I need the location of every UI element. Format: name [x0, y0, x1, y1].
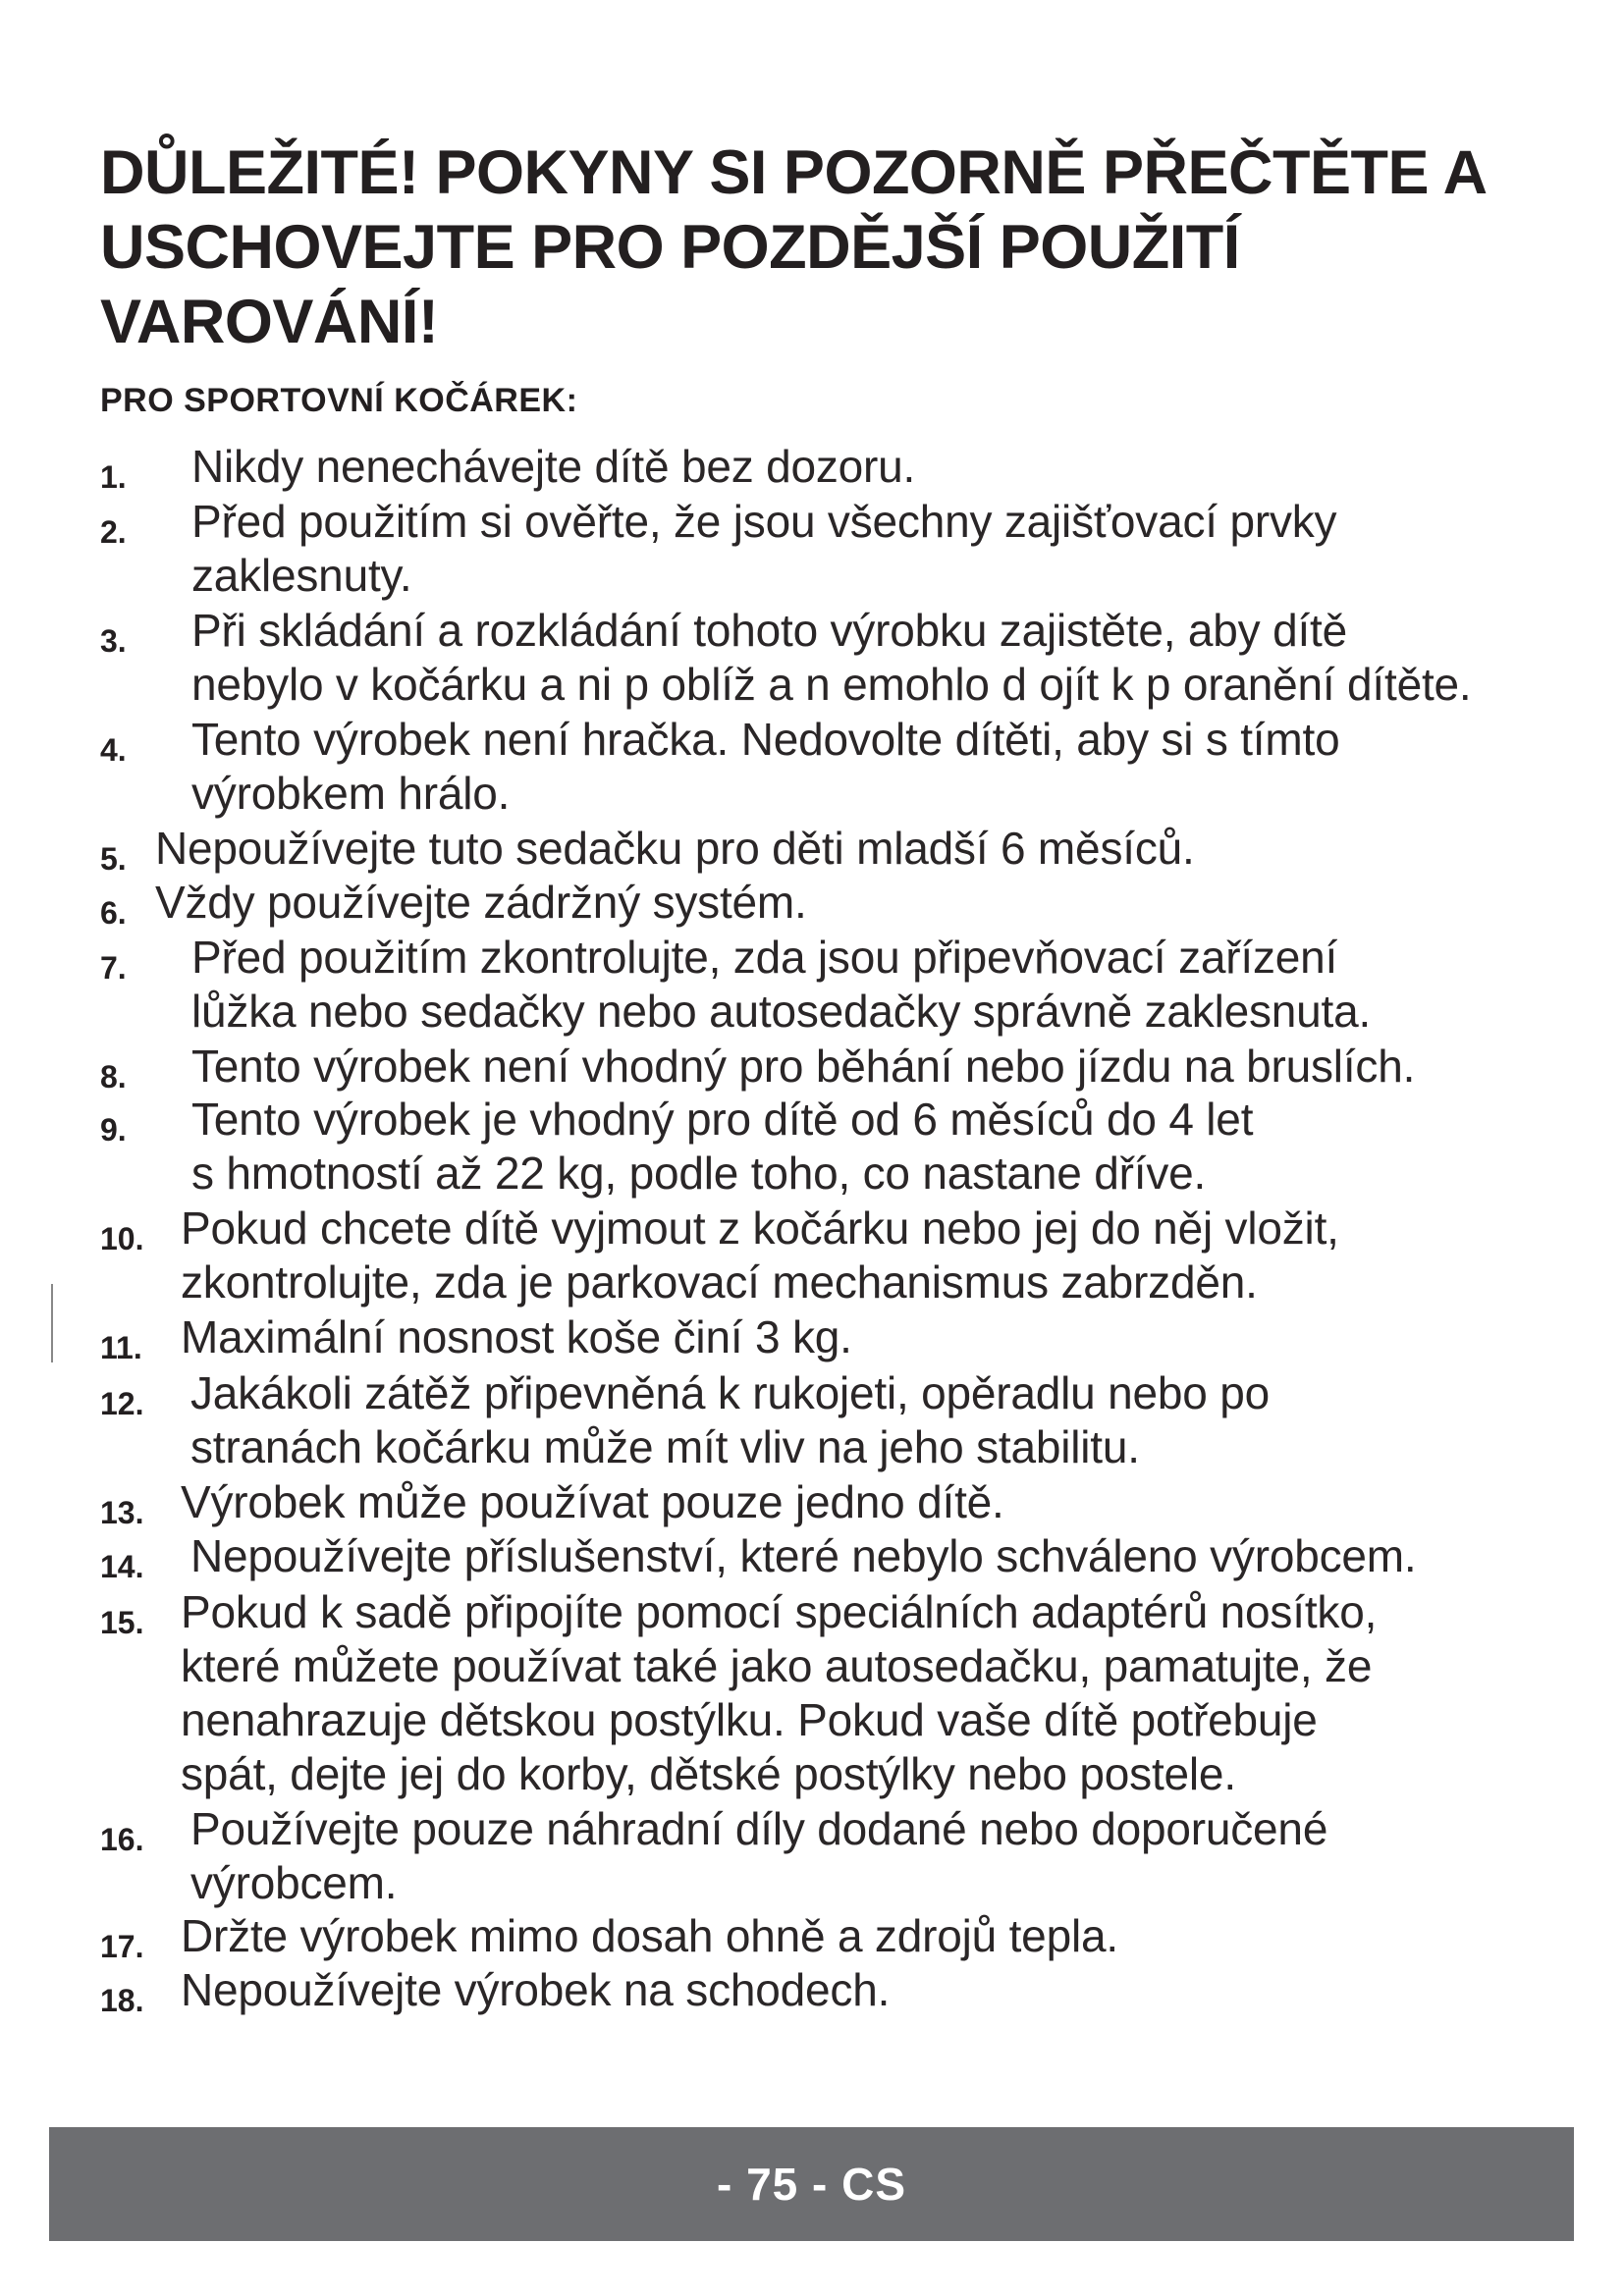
item-text	[190, 1366, 1270, 1474]
item-number: 8.	[100, 1059, 127, 1095]
item-text-line: Jakákoli zátěž připevněná k rukojeti, opěradlu nebo po	[190, 1367, 1271, 1418]
item-text-line: nenahrazuje dětskou postýlku. Pokud vaše dítě potřebuje	[181, 1694, 1318, 1745]
item-number: 3.	[100, 623, 127, 659]
item-number: 1.	[100, 459, 127, 495]
item-number: 13.	[100, 1495, 144, 1530]
item-text-line: zaklesnuty.	[191, 550, 412, 601]
item-text-line: Nepoužívejte příslušenství, které nebylo schváleno výrobcem.	[190, 1530, 1417, 1581]
item-text	[191, 495, 1336, 603]
item-number: 16.	[100, 1822, 144, 1857]
item-text-line: Držte výrobek mimo dosah ohně a zdrojů tepla.	[181, 1910, 1118, 1961]
item-text-line: Tento výrobek je vhodný pro dítě od 6 měsíců do 4 let	[191, 1094, 1254, 1145]
item-number: 5.	[100, 841, 127, 877]
item-text	[191, 931, 1371, 1039]
item-text	[181, 1963, 890, 2017]
title-line: VAROVÁNÍ!	[100, 288, 439, 356]
item-text	[181, 1585, 1377, 1801]
item-number: 2.	[100, 514, 127, 550]
item-text	[155, 822, 1195, 876]
item-text	[191, 440, 915, 494]
item-text	[191, 1040, 1415, 1094]
item-text-line: nebylo v kočárku a ni p oblíž a n emohlo d ojít k p oranění dítěte.	[191, 659, 1472, 710]
item-text	[191, 713, 1339, 821]
item-text	[181, 1909, 1118, 1963]
item-text-line: Před použitím si ověřte, že jsou všechny zajišťovací prvky	[191, 496, 1337, 547]
item-text	[181, 1310, 852, 1364]
item-number: 14.	[100, 1549, 144, 1584]
item-text-line: Výrobek může používat pouze jedno dítě.	[181, 1476, 1004, 1527]
item-text-line: Nepoužívejte tuto sedačku pro děti mladší 6 měsíců.	[155, 823, 1195, 874]
item-text-line: výrobkem hrálo.	[191, 768, 511, 819]
item-text-line: Tento výrobek není hračka. Nedovolte dítěti, aby si s tímto	[191, 714, 1340, 765]
item-text-line: zkontrolujte, zda je parkovací mechanismus zabrzděn.	[181, 1256, 1258, 1308]
item-text	[181, 1475, 1004, 1529]
item-text	[191, 1093, 1253, 1201]
item-number: 10.	[100, 1221, 144, 1256]
item-number: 12.	[100, 1386, 144, 1421]
item-text-line: Před použitím zkontrolujte, zda jsou připevňovací zařízení	[191, 932, 1338, 983]
item-number: 17.	[100, 1929, 144, 1964]
item-text-line: Nepoužívejte výrobek na schodech.	[181, 1964, 891, 2015]
item-text-line: Pokud chcete dítě vyjmout z kočárku nebo jej do něj vložit,	[181, 1202, 1339, 1254]
item-number: 4.	[100, 732, 127, 768]
section-heading: PRO SPORTOVNÍ KOČÁREK:	[100, 382, 578, 419]
item-text	[155, 876, 807, 930]
page-number: - 75 - CS	[716, 2159, 907, 2210]
footer-bar	[49, 2127, 1574, 2241]
item-text-line: Nikdy nenechávejte dítě bez dozoru.	[191, 441, 916, 492]
item-text-line: Maximální nosnost koše činí 3 kg.	[181, 1311, 852, 1362]
item-number: 11.	[100, 1330, 142, 1365]
item-text-line: Používejte pouze náhradní díly dodané nebo doporučené	[190, 1803, 1328, 1854]
item-number: 7.	[100, 950, 127, 986]
item-text-line: Při skládání a rozkládání tohoto výrobku zajistěte, aby dítě	[191, 605, 1347, 656]
item-number: 6.	[100, 895, 127, 931]
item-text	[181, 1201, 1339, 1309]
item-text	[190, 1802, 1327, 1910]
item-text-line: které můžete používat také jako autosedačku, pamatujte, že	[181, 1640, 1373, 1691]
item-text-line: Tento výrobek není vhodný pro běhání nebo jízdu na bruslích.	[191, 1041, 1416, 1092]
item-text-line: výrobcem.	[190, 1857, 398, 1908]
item-text	[190, 1529, 1417, 1583]
title-line: DŮLEŽITÉ! POKYNY SI POZORNĚ PŘEČTĚTE A	[100, 138, 1488, 207]
item-text-line: Vždy používejte zádržný systém.	[155, 877, 807, 928]
item-text	[191, 604, 1472, 712]
item-number: 18.	[100, 1983, 144, 2018]
item-text-line: s hmotností až 22 kg, podle toho, co nastane dříve.	[191, 1148, 1207, 1199]
item-text-line: Pokud k sadě připojíte pomocí speciálních adaptérů nosítko,	[181, 1586, 1378, 1637]
item-number: 9.	[100, 1112, 127, 1148]
item-text-line: spát, dejte jej do korby, dětské postýlky nebo postele.	[181, 1748, 1236, 1799]
item-text-line: stranách kočárku může mít vliv na jeho stabilitu.	[190, 1421, 1140, 1472]
title-line: USCHOVEJTE PRO POZDĚJŠÍ POUŽITÍ	[100, 213, 1240, 282]
item-number: 15.	[100, 1605, 144, 1640]
item-text-line: lůžka nebo sedačky nebo autosedačky správně zaklesnuta.	[191, 986, 1372, 1037]
